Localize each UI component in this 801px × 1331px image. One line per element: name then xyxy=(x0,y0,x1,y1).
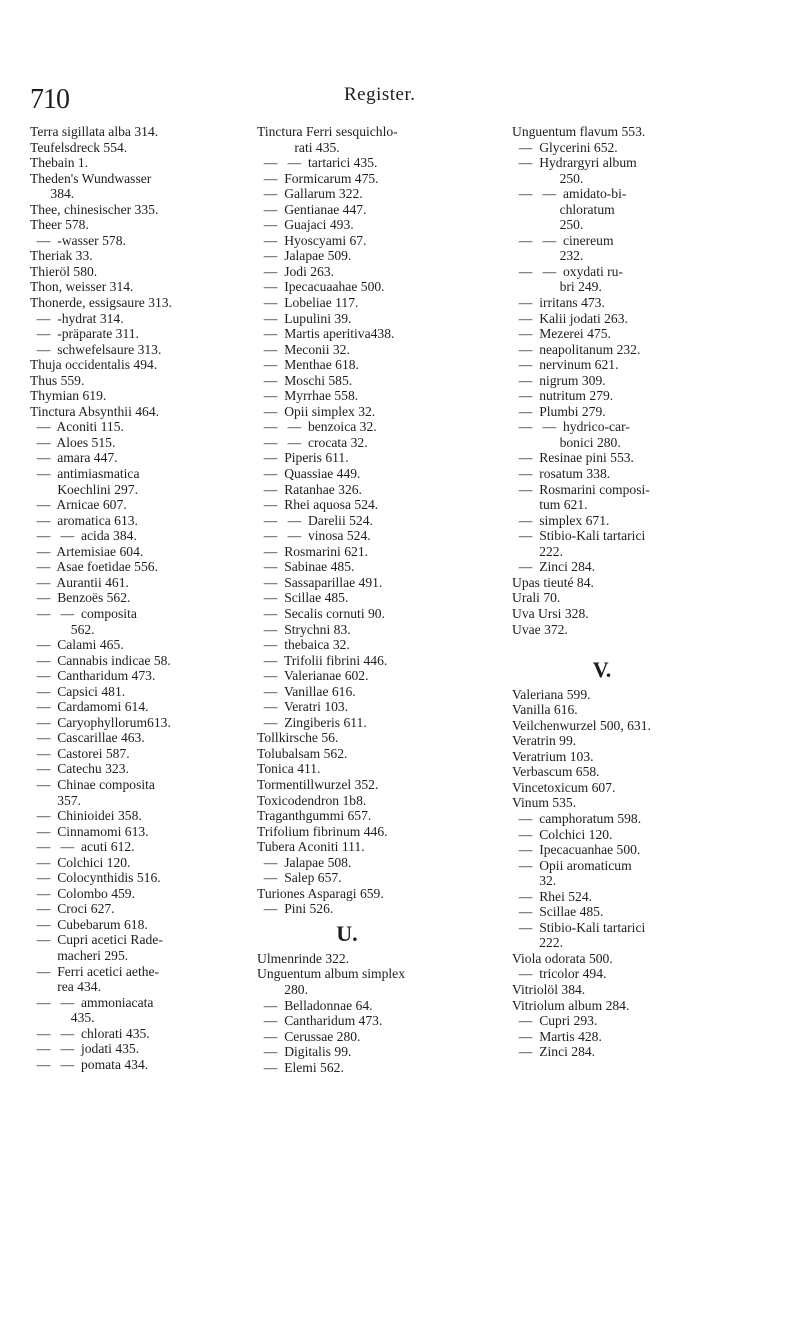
index-section-u xyxy=(257,951,507,1075)
index-entry: — Digitalis 99. xyxy=(257,1044,352,1060)
index-entry: Vinum 535. xyxy=(512,795,577,811)
index-entry: — Resinae pini 553. xyxy=(512,450,634,466)
index-entry: Urali 70. xyxy=(512,590,561,606)
index-entry: — Cantharidum 473. xyxy=(30,668,156,684)
index-entry: — — oxydati ru- xyxy=(512,263,624,279)
index-entry: 562. xyxy=(30,621,95,637)
index-entry: — — pomata 434. xyxy=(30,1056,149,1072)
index-entry: — Sassaparillae 491. xyxy=(257,574,383,590)
index-entry: — Rosmarini composi- xyxy=(512,481,650,497)
index-entry: Verbascum 658. xyxy=(512,764,600,780)
index-entry: — aromatica 613. xyxy=(30,512,138,528)
index-entry: — — chlorati 435. xyxy=(30,1025,150,1041)
index-entry: — Secalis cornuti 90. xyxy=(257,605,385,621)
index-column-1 xyxy=(30,124,254,1072)
index-entry: — Rosmarini 621. xyxy=(257,543,369,559)
index-entry: — Martis aperitiva438. xyxy=(257,326,395,342)
index-entry: 250. xyxy=(512,217,584,233)
index-entry: — — cinereum xyxy=(512,232,614,248)
index-entry: — Plumbi 279. xyxy=(512,403,606,419)
index-entry: 222. xyxy=(512,935,563,951)
index-entry: — Cantharidum 473. xyxy=(257,1013,383,1029)
index-entry: chloratum xyxy=(512,201,615,217)
index-entry: Tolubalsam 562. xyxy=(257,745,348,761)
index-entry: — Zinci 284. xyxy=(512,1044,596,1060)
index-entry: — — Darelii 524. xyxy=(257,512,373,528)
index-entry: — — tartarici 435. xyxy=(257,155,378,171)
index-entry: — Asae foetidae 556. xyxy=(30,559,158,575)
page-title: Register. xyxy=(344,84,416,105)
index-entry: — Glycerini 652. xyxy=(512,139,618,155)
index-entry: 32. xyxy=(512,873,557,889)
index-entry: — Cinnamomi 613. xyxy=(30,823,149,839)
index-entry: Thus 559. xyxy=(30,372,85,388)
index-entry: — — hydrico-car- xyxy=(512,419,630,435)
index-entry: — Menthae 618. xyxy=(257,357,359,373)
index-entry: — Scillae 485. xyxy=(257,590,349,606)
index-entry: — Elemi 562. xyxy=(257,1059,344,1075)
index-entry: — — jodati 435. xyxy=(30,1041,140,1057)
index-entry: rati 435. xyxy=(257,139,340,155)
index-entry: Veilchenwurzel 500, 631. xyxy=(512,717,651,733)
index-entry: — Caryophyllorum613. xyxy=(30,714,171,730)
index-column-3 xyxy=(512,124,797,1060)
index-entry: — Gallarum 322. xyxy=(257,186,363,202)
index-entry: — — crocata 32. xyxy=(257,434,368,450)
index-entry: — Cupri 293. xyxy=(512,1013,598,1029)
section-heading-v: V. xyxy=(592,656,612,682)
index-entry: tum 621. xyxy=(512,497,588,513)
index-entry: — rosatum 338. xyxy=(512,466,611,482)
index-entry: — Hyoscyami 67. xyxy=(257,232,367,248)
index-entry: — Salep 657. xyxy=(257,870,342,886)
index-entry: — Scillae 485. xyxy=(512,904,604,920)
index-entry: — — ammoniacata xyxy=(30,994,154,1010)
index-entry: — Guajaci 493. xyxy=(257,217,354,233)
index-entry: — Capsici 481. xyxy=(30,683,126,699)
index-entry: — Rhei 524. xyxy=(512,888,593,904)
index-entry: — Opii simplex 32. xyxy=(257,403,376,419)
index-entry: — Cascarillae 463. xyxy=(30,730,145,746)
index-entry: — Colombo 459. xyxy=(30,885,135,901)
index-entry: — Colchici 120. xyxy=(512,826,613,842)
index-entry: — Cerussae 280. xyxy=(257,1028,361,1044)
index-entry: Thon, weisser 314. xyxy=(30,279,134,295)
index-entry: bonici 280. xyxy=(512,434,621,450)
index-entry: — Cardamomi 614. xyxy=(30,699,149,715)
index-entry: — Martis 428. xyxy=(512,1028,602,1044)
index-entry: — Jalapae 508. xyxy=(257,854,352,870)
index-entry: — thebaica 32. xyxy=(257,637,350,653)
index-entry: — Pini 526. xyxy=(257,901,334,917)
index-entry: — Sabinae 485. xyxy=(257,559,355,575)
index-entry: — nutritum 279. xyxy=(512,388,614,404)
index-entry: — Ratanhae 326. xyxy=(257,481,362,497)
index-entry: — Mezerei 475. xyxy=(512,326,611,342)
index-entry: Vincetoxicum 607. xyxy=(512,779,616,795)
index-entry: — Formicarum 475. xyxy=(257,170,379,186)
index-entry: — Colocynthidis 516. xyxy=(30,870,161,886)
index-entry: Tubera Aconiti 111. xyxy=(257,839,365,855)
index-entry: 250. xyxy=(512,170,584,186)
index-entry: bri 249. xyxy=(512,279,602,295)
index-entry: — Valerianae 602. xyxy=(257,668,369,684)
index-entry: Viola odorata 500. xyxy=(512,950,613,966)
index-entry: — Stibio-Kali tartarici xyxy=(512,919,646,935)
index-entry: — schwefelsaure 313. xyxy=(30,341,162,357)
index-entry: — Myrrhae 558. xyxy=(257,388,359,404)
index-entry: — — benzoica 32. xyxy=(257,419,377,435)
index-entry: Theriak 33. xyxy=(30,248,93,264)
index-entry: — Stibio-Kali tartarici xyxy=(512,528,646,544)
index-section-u-continued xyxy=(512,124,797,637)
index-entry: macheri 295. xyxy=(30,947,129,963)
index-entry: Upas tieuté 84. xyxy=(512,574,594,590)
index-entry: — Zingiberis 611. xyxy=(257,714,367,730)
index-entry: — Aurantii 461. xyxy=(30,574,129,590)
index-entry: rea 434. xyxy=(30,979,101,995)
index-entry: — — composita xyxy=(30,605,137,621)
index-entry: Thieröl 580. xyxy=(30,263,98,279)
index-entry: Tinctura Absynthii 464. xyxy=(30,403,160,419)
index-entry: Vitriolöl 384. xyxy=(512,981,586,997)
section-heading-u: U. xyxy=(336,920,358,946)
index-entry: — -wasser 578. xyxy=(30,232,126,248)
index-entry: — Croci 627. xyxy=(30,901,115,917)
index-entry: Tinctura Ferri sesquichlo- xyxy=(257,124,398,139)
index-entry: — Vanillae 616. xyxy=(257,683,356,699)
index-entry: — amara 447. xyxy=(30,450,118,466)
index-entry: Ulmenrinde 322. xyxy=(257,950,350,966)
index-entry: — Benzoës 562. xyxy=(30,590,131,606)
index-entry: Vitriolum album 284. xyxy=(512,997,630,1013)
index-entry: Koechlini 297. xyxy=(30,481,138,497)
index-entry: — Colchici 120. xyxy=(30,854,131,870)
index-entry: — Artemisiae 604. xyxy=(30,543,144,559)
index-entry: Thymian 619. xyxy=(30,388,107,404)
index-entry: — Aconiti 115. xyxy=(30,419,124,435)
index-entry: — Zinci 284. xyxy=(512,559,596,575)
index-entry: — Lobeliae 117. xyxy=(257,295,359,311)
index-entry: — — amidato-bi- xyxy=(512,186,627,202)
index-entry: — Rhei aquosa 524. xyxy=(257,497,379,513)
index-entry: — Cupri acetici Rade- xyxy=(30,932,163,948)
index-entry: Thuja occidentalis 494. xyxy=(30,357,158,373)
index-entry: Veratrium 103. xyxy=(512,748,594,764)
index-entry: — Chinae composita xyxy=(30,776,155,792)
index-entry: Tormentillwurzel 352. xyxy=(257,776,379,792)
index-entry: — Gentianae 447. xyxy=(257,201,367,217)
index-entry: — — vinosa 524. xyxy=(257,528,371,544)
index-entry: Teufelsdreck 554. xyxy=(30,139,128,155)
index-entry: — — acida 384. xyxy=(30,528,137,544)
index-entry: — Aloes 515. xyxy=(30,434,116,450)
index-entry: — Strychni 83. xyxy=(257,621,351,637)
index-entry: — -hydrat 314. xyxy=(30,310,124,326)
index-entry: — simplex 671. xyxy=(512,512,610,528)
index-entry: — neapolitanum 232. xyxy=(512,341,641,357)
index-entry: Theer 578. xyxy=(30,217,89,233)
index-entry: — Chinioidei 358. xyxy=(30,808,142,824)
index-entry: — Castorei 587. xyxy=(30,745,130,761)
index-entry: — — acuti 612. xyxy=(30,839,135,855)
index-entry: — tricolor 494. xyxy=(512,966,607,982)
index-entry: 280. xyxy=(257,981,308,997)
index-entry: Terra sigillata alba 314. xyxy=(30,124,159,139)
index-entry: Vanilla 616. xyxy=(512,702,578,718)
index-entry: — Trifolii fibrini 446. xyxy=(257,652,388,668)
index-entry: — Moschi 585. xyxy=(257,372,353,388)
index-entry: — Veratri 103. xyxy=(257,699,349,715)
index-entry: Unguentum album simplex xyxy=(257,966,406,982)
index-entry: Unguentum flavum 553. xyxy=(512,124,646,139)
index-entry: Veratrin 99. xyxy=(512,733,577,749)
index-entry: Traganthgummi 657. xyxy=(257,808,372,824)
index-entry: — Jalapae 509. xyxy=(257,248,352,264)
index-column-2 xyxy=(257,124,507,1075)
index-entry: — Cannabis indicae 58. xyxy=(30,652,171,668)
index-entry: Thee, chinesischer 335. xyxy=(30,201,159,217)
index-entry: — Lupulini 39. xyxy=(257,310,352,326)
index-entry: 384. xyxy=(30,186,75,202)
index-entry: — Hydrargyri album xyxy=(512,155,637,171)
index-section-t-continued xyxy=(257,124,507,917)
index-entry: — Quassiae 449. xyxy=(257,466,361,482)
index-entry: — Ipecacuaahae 500. xyxy=(257,279,385,295)
index-entry: Tollkirsche 56. xyxy=(257,730,339,746)
index-entry: Trifolium fibrinum 446. xyxy=(257,823,388,839)
index-entry: — Ferri acetici aethe- xyxy=(30,963,160,979)
index-entry: — Arnicae 607. xyxy=(30,497,127,513)
index-entry: — -präparate 311. xyxy=(30,326,139,342)
index-entry: — camphoratum 598. xyxy=(512,810,642,826)
index-entry: — Ipecacuanhae 500. xyxy=(512,842,641,858)
index-entry: — Catechu 323. xyxy=(30,761,129,777)
page-number: 710 xyxy=(30,84,69,115)
index-entry: Toxicodendron 1b8. xyxy=(257,792,367,808)
index-entry: — nervinum 621. xyxy=(512,357,619,373)
index-section-v xyxy=(512,687,797,1060)
index-entry: — Meconii 32. xyxy=(257,341,350,357)
index-entry: — irritans 473. xyxy=(512,295,605,311)
index-entry: — Kalii jodati 263. xyxy=(512,310,628,326)
index-entry: Tonica 411. xyxy=(257,761,321,777)
index-entry: Theden's Wundwasser xyxy=(30,170,152,186)
index-entry: — antimiasmatica xyxy=(30,466,140,482)
index-entry: — nigrum 309. xyxy=(512,372,606,388)
index-entry: — Opii aromaticum xyxy=(512,857,632,873)
index-entry: Turiones Asparagi 659. xyxy=(257,885,384,901)
index-entry: Uvae 372. xyxy=(512,621,568,637)
index-entry: — Cubebarum 618. xyxy=(30,916,148,932)
index-entry: 357. xyxy=(30,792,81,808)
index-entry: Thonerde, essigsaure 313. xyxy=(30,295,172,311)
index-entry: 222. xyxy=(512,543,563,559)
index-entry: Valeriana 599. xyxy=(512,686,591,702)
index-entry: — Belladonnae 64. xyxy=(257,997,373,1013)
index-entry: Uva Ursi 328. xyxy=(512,605,589,621)
index-entry: 435. xyxy=(30,1010,95,1026)
index-entry: Thebain 1. xyxy=(30,155,89,171)
index-entry: 232. xyxy=(512,248,584,264)
index-entry: — Jodi 263. xyxy=(257,263,335,279)
index-entry: — Piperis 611. xyxy=(257,450,349,466)
index-entry: — Calami 465. xyxy=(30,637,124,653)
